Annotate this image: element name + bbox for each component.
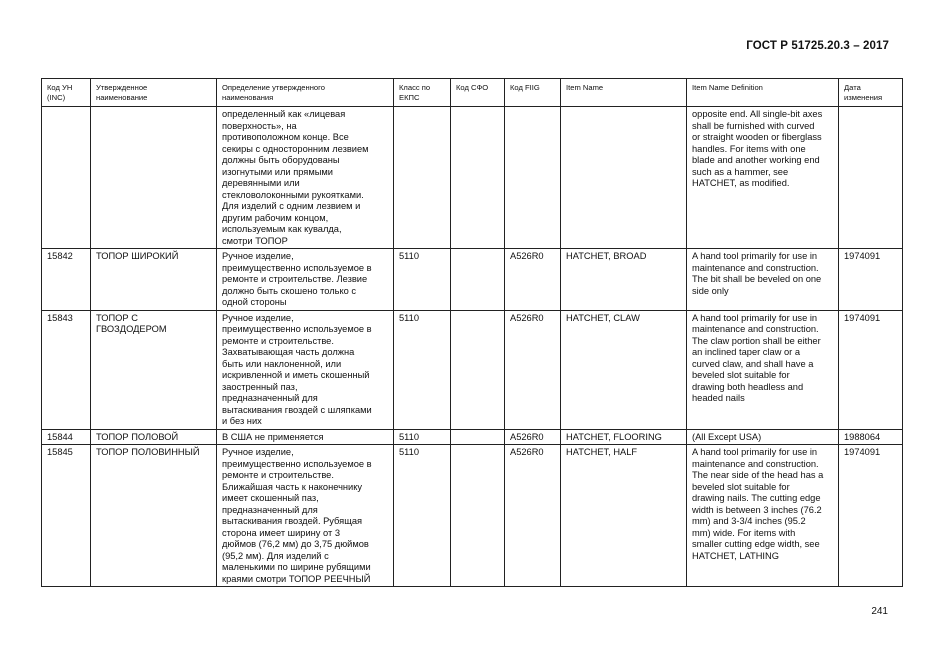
cell-item-name bbox=[561, 107, 687, 249]
table-row bbox=[42, 445, 903, 587]
cell-fiig: A526R0 bbox=[505, 445, 561, 587]
cell-approved-name: ТОПОР ПОЛОВОЙ bbox=[91, 429, 217, 445]
cell-sfo bbox=[451, 249, 505, 311]
cell-item-name: HATCHET, CLAW bbox=[561, 310, 687, 429]
cell-item-definition: A hand tool primarily for use in maintenance and construction. The claw portion shall be either an inclined taper claw or a curved claw, and shall have a beveled slot suitable for drawing both headless and headed nails bbox=[687, 310, 839, 429]
cell-approved-name: ТОПОР ПОЛОВИННЫЙ bbox=[91, 445, 217, 587]
cell-class: 5110 bbox=[394, 445, 451, 587]
cell-approved-name: ТОПОР ШИРОКИЙ bbox=[91, 249, 217, 311]
table-row bbox=[42, 310, 903, 429]
cell-date: 1974091 bbox=[839, 310, 903, 429]
cell-date bbox=[839, 107, 903, 249]
cell-sfo bbox=[451, 429, 505, 445]
cell-item-definition: opposite end. All single-bit axes shall be furnished with curved or straight wooden or fiberglass handles. For items with one blade and another working end such as a hammer, see HATCHET, as modified. bbox=[687, 107, 839, 249]
cell-date: 1974091 bbox=[839, 249, 903, 311]
cell-definition: Ручное изделие, преимущественно используемое в ремонте и строительстве. Лезвие должно быть скошено только с одной стороны bbox=[217, 249, 394, 311]
col-header-item-definition: Item Name Definition bbox=[687, 79, 839, 107]
col-header-sfo: Код СФО bbox=[451, 79, 505, 107]
cell-sfo bbox=[451, 107, 505, 249]
col-header-approved-name: Утвержденное наименование bbox=[91, 79, 217, 107]
col-header-fiig: Код FIIG bbox=[505, 79, 561, 107]
cell-approved-name: ТОПОР С ГВОЗДОДЕРОМ bbox=[91, 310, 217, 429]
cell-item-definition: A hand tool primarily for use in maintenance and construction. The bit shall be beveled on one side only bbox=[687, 249, 839, 311]
cell-inc: 15843 bbox=[42, 310, 91, 429]
cell-fiig bbox=[505, 107, 561, 249]
cell-inc: 15842 bbox=[42, 249, 91, 311]
cell-item-name: HATCHET, FLOORING bbox=[561, 429, 687, 445]
table-header-row bbox=[42, 79, 903, 107]
cell-item-definition: A hand tool primarily for use in maintenance and construction. The near side of the head has a beveled slot suitable for drawing nails. The cutting edge width is between 3 inches (76.2 mm) and 3-3/4 inches (95.2 mm) wide. For items with smaller cutting edge width, see HATCHET, LATHING bbox=[687, 445, 839, 587]
col-header-class: Класс по ЕКПС bbox=[394, 79, 451, 107]
cell-definition: определенный как «лицевая поверхность», на противоположном конце. Все секиры с односторонним лезвием должны быть оборудованы изогнутыми или прямыми деревянными или стекловолоконными рукоятками. Для изделий с одним лезвием и другим рабочим концом, используемым как кувалда, смотри ТОПОР bbox=[217, 107, 394, 249]
cell-definition: В США не применяется bbox=[217, 429, 394, 445]
cell-approved-name bbox=[91, 107, 217, 249]
page-number: 241 bbox=[871, 606, 888, 617]
cell-definition: Ручное изделие, преимущественно используемое в ремонте и строительстве. Захватывающая часть должна быть или наклоненной, или искривленной и иметь скошенный заостренный паз, предназначенный для вытаскивания гвоздей с шляпками и без них bbox=[217, 310, 394, 429]
cell-inc bbox=[42, 107, 91, 249]
cell-item-name: HATCHET, BROAD bbox=[561, 249, 687, 311]
cell-date: 1974091 bbox=[839, 445, 903, 587]
cell-class: 5110 bbox=[394, 249, 451, 311]
cell-sfo bbox=[451, 445, 505, 587]
cell-class: 5110 bbox=[394, 310, 451, 429]
cell-class bbox=[394, 107, 451, 249]
col-header-inc: Код УН (INC) bbox=[42, 79, 91, 107]
cell-fiig: A526R0 bbox=[505, 249, 561, 311]
cell-fiig: A526R0 bbox=[505, 429, 561, 445]
cell-definition: Ручное изделие, преимущественно используемое в ремонте и строительстве. Ближайшая часть к наконечнику имеет скошенный паз, предназначенный для вытаскивания гвоздей. Рубящая сторона имеет ширину от 3 дюймов (76,2 мм) до 3,75 дюймов (95,2 мм). Для изделий с маленькими по ширине рубящими краями смотри ТОПОР РЕЕЧНЫЙ bbox=[217, 445, 394, 587]
cell-inc: 15845 bbox=[42, 445, 91, 587]
col-header-definition: Определение утвержденного наименования bbox=[217, 79, 394, 107]
catalog-table bbox=[41, 78, 903, 587]
col-header-item-name: Item Name bbox=[561, 79, 687, 107]
cell-date: 1988064 bbox=[839, 429, 903, 445]
col-header-date: Дата изменения bbox=[839, 79, 903, 107]
cell-inc: 15844 bbox=[42, 429, 91, 445]
cell-item-name: HATCHET, HALF bbox=[561, 445, 687, 587]
document-id: ГОСТ Р 51725.20.3 – 2017 bbox=[746, 40, 889, 52]
cell-fiig: A526R0 bbox=[505, 310, 561, 429]
cell-class: 5110 bbox=[394, 429, 451, 445]
table-row bbox=[42, 429, 903, 445]
table-row bbox=[42, 249, 903, 311]
cell-sfo bbox=[451, 310, 505, 429]
table-row bbox=[42, 107, 903, 249]
cell-item-definition: (All Except USA) bbox=[687, 429, 839, 445]
